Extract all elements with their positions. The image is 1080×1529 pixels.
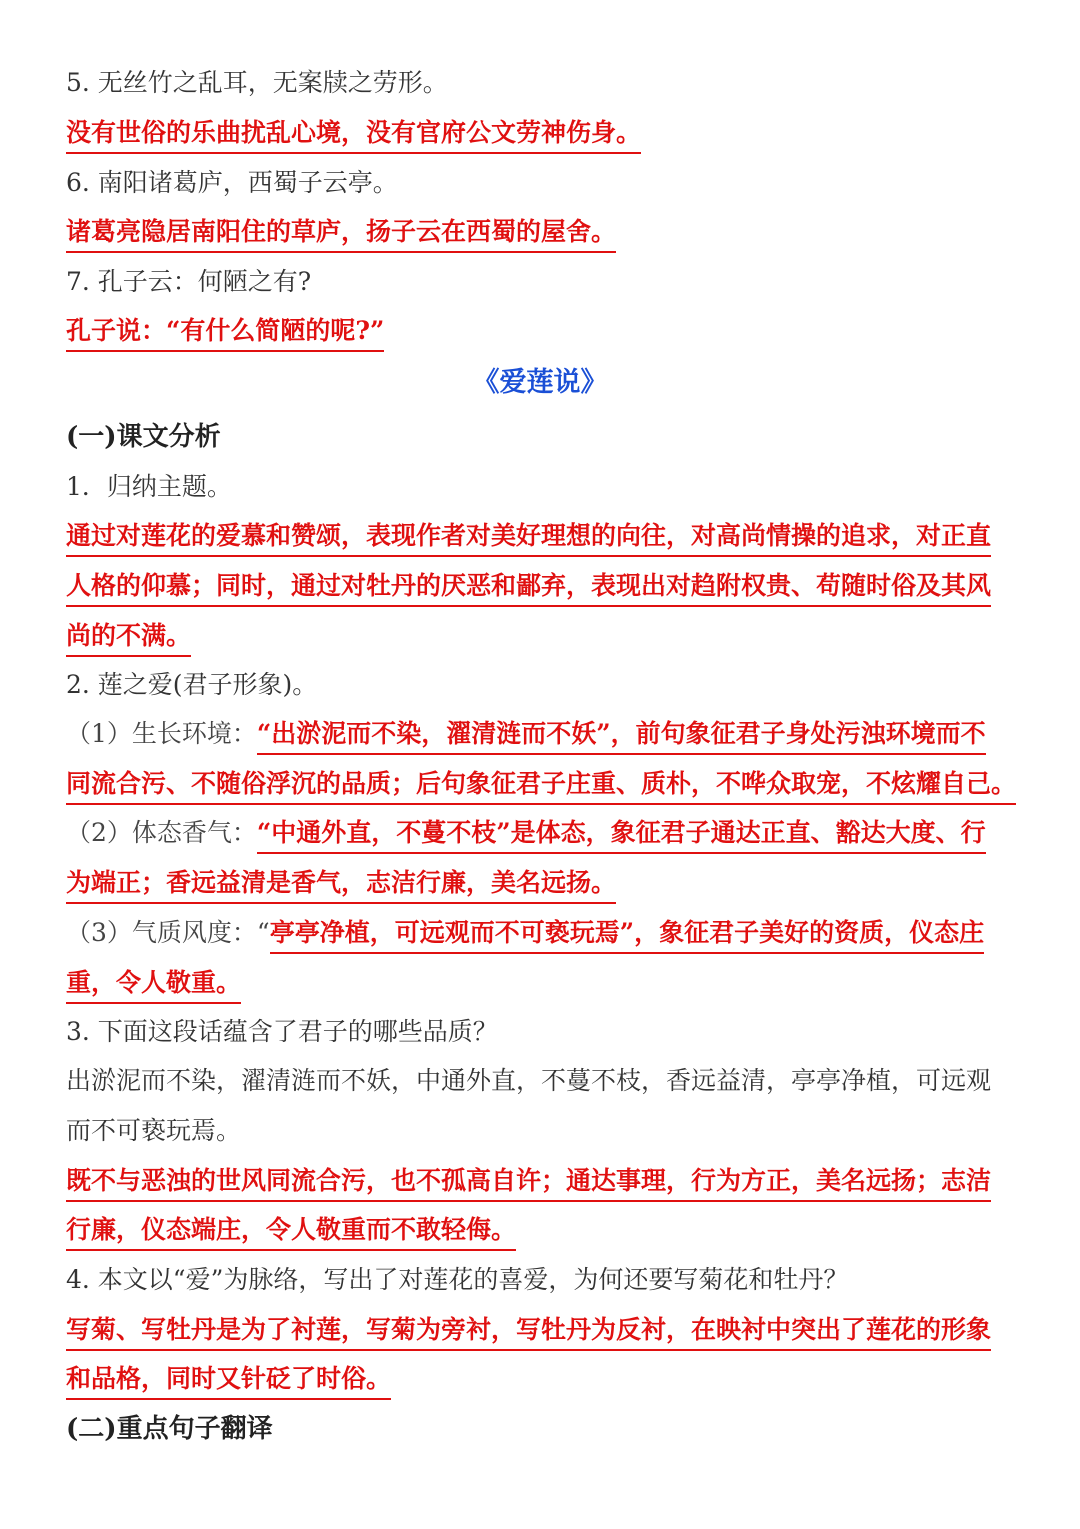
- answer-text: 既不与恶浊的世风同流合污，也不孤高自许；通达事理，行为方正，美名远扬；志洁: [66, 1164, 991, 1202]
- answer-5: [66, 108, 1014, 158]
- analysis-answer-3-line-1: [66, 1156, 1014, 1206]
- point-3-line-1: [66, 908, 1014, 958]
- point-1-label: （1）生长环境：: [66, 719, 257, 748]
- analysis-question-1: 1．归纳主题。: [66, 472, 232, 501]
- question-7: 7. 孔子云：何陋之有?: [66, 267, 312, 296]
- answer-text: “出淤泥而不染，濯清涟而不妖”，前句象征君子身处污浊环境而不: [257, 717, 986, 755]
- answer-text: “中通外直，不蔓不枝”是体态，象征君子通达正直、豁达大度、行: [257, 816, 986, 854]
- analysis-question-2: 2. 莲之爱(君子形象)。: [66, 670, 318, 699]
- analysis-answer-3-line-2: [66, 1205, 1014, 1255]
- question-3-text-line-1: 出淤泥而不染，濯清涟而不妖，中通外直，不蔓不枝，香远益清，亭亭净植，可远观: [66, 1066, 992, 1095]
- answer-text: 行廉，仪态端庄，令人敬重而不敢轻侮。: [66, 1213, 516, 1251]
- question-5: 5. 无丝竹之乱耳，无案牍之劳形。: [66, 68, 448, 97]
- point-1-line-2: [66, 759, 1017, 809]
- point-3-label: （3）气质风度：“: [66, 918, 270, 947]
- question-3-text-line-2: 而不可亵玩焉。: [66, 1116, 242, 1145]
- point-2-line-2: [66, 858, 1014, 908]
- analysis-answer-4-line-1: [66, 1305, 1014, 1355]
- answer-7: [66, 306, 1014, 356]
- answer-text: 通过对莲花的爱慕和赞颂，表现作者对美好理想的向往，对高尚情操的追求，对正直: [66, 519, 991, 557]
- answer-6-text: 诸葛亮隐居南阳住的草庐，扬子云在西蜀的屋舍。: [66, 215, 616, 253]
- analysis-answer-1-line-2: [66, 561, 1014, 611]
- analysis-answer-1-line-3: [66, 611, 1014, 661]
- analysis-answer-4-line-2: [66, 1354, 1014, 1404]
- answer-5-text: 没有世俗的乐曲扰乱心境，没有官府公文劳神伤身。: [66, 116, 641, 154]
- answer-text: 尚的不满。: [66, 619, 191, 657]
- answer-6: [66, 207, 1014, 257]
- section-title: 《爱莲说》: [472, 367, 608, 398]
- section-heading-analysis: (一)课文分析: [66, 422, 221, 452]
- point-1-line-1: [66, 709, 1014, 759]
- point-3-line-2: [66, 958, 1014, 1008]
- answer-text: 同流合污、不随俗浮沉的品质；后句象征君子庄重、质朴，不哗众取宠，不炫耀自己。: [66, 767, 1016, 805]
- question-6: 6. 南阳诸葛庐，西蜀子云亭。: [66, 168, 398, 197]
- answer-7-text: 孔子说：“有什么简陋的呢?”: [66, 314, 384, 352]
- analysis-question-4: 4. 本文以“爱”为脉络，写出了对莲花的喜爱，为何还要写菊花和牡丹？: [66, 1265, 849, 1294]
- answer-text: 写菊、写牡丹是为了衬莲，写菊为旁衬，写牡丹为反衬，在映衬中突出了莲花的形象: [66, 1313, 991, 1351]
- section-heading-translation: (二)重点句子翻译: [66, 1414, 273, 1444]
- point-2-line-1: [66, 808, 1014, 858]
- analysis-question-3: 3. 下面这段话蕴含了君子的哪些品质？: [66, 1017, 498, 1046]
- answer-text: 亭亭净植，可远观而不可亵玩焉”，象征君子美好的资质，仪态庄: [270, 916, 984, 954]
- answer-text: 和品格，同时又针砭了时俗。: [66, 1362, 391, 1400]
- answer-text: 人格的仰慕；同时，通过对牡丹的厌恶和鄙弃，表现出对趋附权贵、苟随时俗及其风: [66, 569, 991, 607]
- answer-text: 为端正；香远益清是香气，志洁行廉，美名远扬。: [66, 866, 616, 904]
- point-2-label: （2）体态香气：: [66, 818, 257, 847]
- answer-text: 重，令人敬重。: [66, 966, 241, 1004]
- analysis-answer-1-line-1: [66, 511, 1014, 561]
